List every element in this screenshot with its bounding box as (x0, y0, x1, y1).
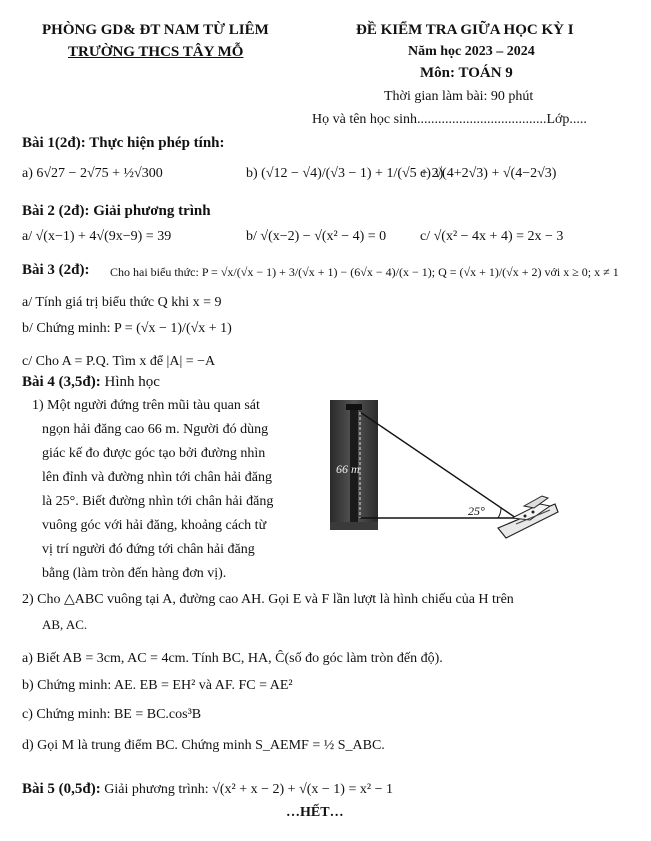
bai3-c: c/ Cho A = P.Q. Tìm x để |A| = −A (22, 354, 216, 369)
bai2-b: b/ √(x−2) − √(x² − 4) = 0 (246, 229, 387, 244)
bai3-b: b/ Chứng minh: P = (√x − 1)/(√x + 1) (22, 321, 232, 336)
bai1-a: a) 6√27 − 2√75 + ½√300 (22, 166, 163, 181)
lighthouse-base (330, 522, 378, 530)
bai4-p2-line2: AB, AC. (42, 617, 88, 632)
school-department: PHÒNG GD& ĐT NAM TỪ LIÊM (42, 22, 269, 38)
bai4-p1-line: ngọn hải đăng cao 66 m. Người đó dùng (42, 422, 269, 437)
figure-angle-label: 25° (468, 504, 485, 518)
bai3-intro: Cho hai biểu thức: P = √x/(√x − 1) + 3/(√x + 1) − (6√x − 4)/(x − 1); Q = (√x + 1)/(√x + 2) với x ≥ 0; x ≠ 1 (110, 265, 619, 279)
angle-arc (498, 508, 501, 518)
school-name: TRƯỜNG THCS TÂY MỖ (68, 44, 244, 60)
bai1-b: b) (√12 − √4)/(√3 − 1) + 1/(√5 + 2) (246, 166, 444, 181)
end-marker: …HẾT… (286, 805, 344, 820)
bai2-a: a/ √(x−1) + 4√(9x−9) = 39 (22, 229, 172, 244)
exam-title: ĐỀ KIỂM TRA GIỮA HỌC KỲ I (356, 22, 574, 38)
lighthouse-figure (330, 400, 560, 555)
bai4-c: c) Chứng minh: BE = BC.cos³B (22, 707, 202, 722)
lighthouse-lamp (346, 404, 362, 410)
bai4-subtitle: Hình học (104, 374, 160, 390)
bai4-p1-line: giác kế đo được góc tạo bởi đường nhìn (42, 446, 266, 461)
bai4-p1 (32, 394, 273, 586)
bai4-p1-line: vuông góc với hải đăng, khoảng cách từ (42, 518, 267, 533)
bai3-title: Bài 3 (2đ): (22, 262, 90, 278)
bai4-title: Bài 4 (3,5đ): (22, 374, 101, 390)
student-info-line: Họ và tên học sinh.....................................Lớp..... (312, 112, 587, 127)
bai2-title: Bài 2 (2đ): Giải phương trình (22, 203, 211, 219)
bai4-p1-line: là 25°. Biết đường nhìn tới chân hải đăng (42, 494, 274, 509)
school-year: Năm học 2023 – 2024 (408, 44, 535, 59)
subject: Môn: TOÁN 9 (420, 65, 513, 81)
bai5-text: Giải phương trình: √(x² + x − 2) + √(x − 1) = x² − 1 (104, 782, 393, 797)
sight-line-top (360, 412, 516, 518)
bai4-d: d) Gọi M là trung điểm BC. Chứng minh S_AEMF = ½ S_ABC. (22, 738, 385, 753)
bai4-p1-line: bằng (làm tròn đến hàng đơn vị). (42, 566, 227, 581)
bai4-p1-line: 1) Một người đứng trên mũi tàu quan sát (32, 398, 260, 413)
bai1-title: Bài 1(2đ): Thực hiện phép tính: (22, 135, 225, 151)
bai4-b: b) Chứng minh: AE. EB = EH² và AF. FC = AE² (22, 678, 293, 693)
bai5-line (22, 781, 393, 798)
bai4-a: a) Biết AB = 3cm, AC = 4cm. Tính BC, HA, Ĉ(số đo góc làm tròn đến độ). (22, 651, 443, 666)
bai3-a: a/ Tính giá trị biểu thức Q khi x = 9 (22, 295, 222, 310)
figure-height-label: 66 m (336, 462, 360, 476)
bai5-title: Bài 5 (0,5đ): (22, 781, 101, 797)
ship-icon (498, 496, 558, 538)
bai1-c: c) √(4+2√3) + √(4−2√3) (420, 166, 557, 181)
bai4-heading (22, 374, 160, 391)
bai4-p2-line1: 2) Cho △ABC vuông tại A, đường cao AH. Gọi E và F lần lượt là hình chiếu của H trên (22, 592, 514, 607)
bai4-p1-line: vị trí người đó đứng tới chân hải đăng (42, 542, 255, 557)
bai4-p1-line: lên đỉnh và đường nhìn tới chân hải đăng (42, 470, 273, 485)
time-limit: Thời gian làm bài: 90 phút (384, 89, 534, 104)
bai2-c: c/ √(x² − 4x + 4) = 2x − 3 (420, 229, 564, 244)
